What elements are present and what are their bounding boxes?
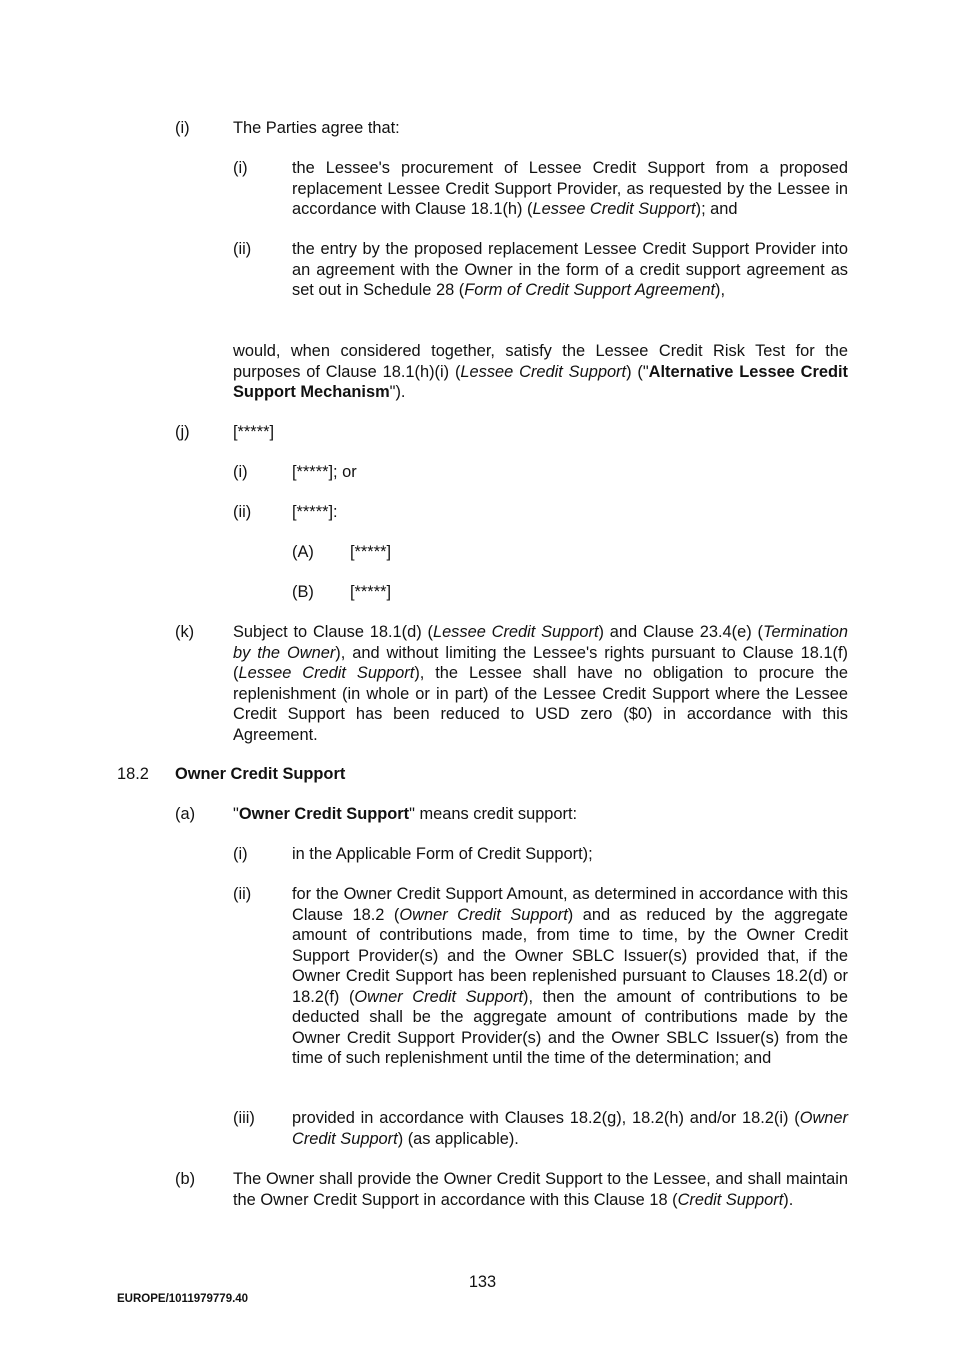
subclause-text: for the Owner Credit Support Amount, as determined in accordance with this Clause 18.2 (Owner Credit Support) and as reduced by the aggregate amount of contributions made, from time to time, by the Owner Credit Support Provider(s) and the Owner SBLC Issuer(s) provided that, if the Owner Credit Support has been replenished pursuant to Clauses 18.2(d) or 18.2(f) (Owner Credit Support), then the amount of contributions to be deducted shall be the aggregate amount of contributions made by the Owner Credit Support Provider(s) and the Owner SBLC Issuer(s) from the time of such replenishment until the time of the determination; and — [292, 885, 849, 1067]
clause-text: The Owner shall provide the Owner Credit Support to the Lessee, and shall maintain the Owner Credit Support in accordance with this Clause 18 (Credit Support). — [233, 1170, 848, 1209]
subclause-text: [*****]; or — [292, 463, 357, 481]
clause-conclusion: would, when considered together, satisfy the Lessee Credit Risk Test for the purposes of Clause 18.1(h)(i) (Lessee Credit Support) ("Alternative Lessee Credit Support Mechanism"). — [233, 342, 848, 401]
subclause-label: (i) — [233, 463, 248, 481]
subclause-text: the Lessee's procurement of Lessee Credit Support from a proposed replacement Lessee Credit Support Provider, as requested by the Lessee in accordance with Clause 18.1(h) (Lessee Credit Support); and — [292, 159, 848, 218]
subsubclause-label: (A) — [292, 543, 314, 561]
subclause-text: in the Applicable Form of Credit Support); — [292, 845, 593, 863]
subclause-text: provided in accordance with Clauses 18.2(g), 18.2(h) and/or 18.2(i) (Owner Credit Support) (as applicable). — [292, 1109, 848, 1148]
clause-text: [*****] — [233, 423, 275, 441]
subclause-label: (iii) — [233, 1109, 255, 1127]
clause-label: (a) — [175, 805, 196, 823]
subclause-label: (ii) — [233, 240, 252, 258]
clause-label: (i) — [175, 119, 190, 137]
clause-intro: The Parties agree that: — [233, 119, 400, 137]
subsubclause-text: [*****] — [350, 543, 392, 561]
definition-text: "Owner Credit Support" means credit support: — [233, 805, 578, 823]
subsubclause-text: [*****] — [350, 583, 392, 601]
section-number: 18.2 — [117, 765, 149, 783]
page-number: 133 — [468, 1273, 497, 1291]
subclause-label: (i) — [233, 159, 248, 177]
clause-text: Subject to Clause 18.1(d) (Lessee Credit Support) and Clause 23.4(e) (Termination by the Owner), and without limiting the Lessee's rights pursuant to Clause 18.1(f) (Lessee Credit Support), the Lessee shall have no obligation to procure the replenishment (in whole or in part) of the Lessee Credit Support where the Lessee Credit Support has been reduced to USD zero ($0) in accordance with this Agreement. — [233, 623, 849, 744]
clause-label: (b) — [175, 1170, 196, 1188]
subclause-label: (i) — [233, 845, 248, 863]
clause-label: (k) — [175, 623, 195, 641]
subsubclause-label: (B) — [292, 583, 314, 601]
clause-label: (j) — [175, 423, 190, 441]
subclause-text: [*****]: — [292, 503, 338, 521]
subclause-label: (ii) — [233, 885, 252, 903]
subclause-label: (ii) — [233, 503, 252, 521]
document-reference: EUROPE/1011979779.40 — [117, 1293, 249, 1305]
subclause-text: the entry by the proposed replacement Lessee Credit Support Provider into an agreement with the Owner in the form of a credit support agreement as set out in Schedule 28 (Form of Credit Support Agreement), — [292, 240, 848, 299]
section-heading: Owner Credit Support — [175, 765, 346, 783]
